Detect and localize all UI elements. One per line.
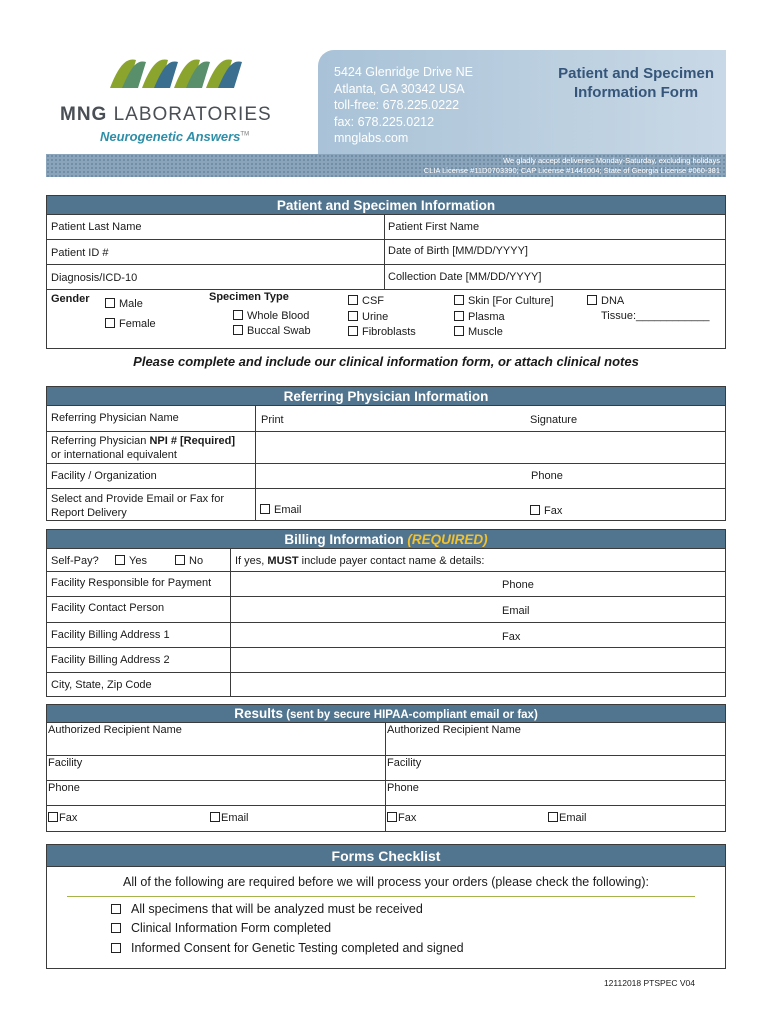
patient-first-name-field[interactable]: Patient First Name [384, 215, 725, 239]
lab-tagline: Neurogenetic Answers™ [100, 129, 250, 144]
header-contact-panel [318, 50, 726, 154]
patient-id-field[interactable]: Patient ID # [51, 247, 109, 259]
forms-checklist-heading: Forms Checklist [47, 845, 725, 867]
results-heading: Results (sent by secure HIPAA-compliant email or fax) [47, 705, 725, 723]
form-version-code: 12112018 PTSPEC V04 [603, 978, 695, 988]
checklist-divider [67, 896, 695, 897]
checklist-clinical-form-checkbox[interactable]: Clinical Information Form completed [111, 921, 331, 935]
billing-address-1-field[interactable]: Fax [230, 623, 725, 647]
patient-last-name-field[interactable]: Patient Last Name [51, 221, 142, 233]
recipient-2-facility-field[interactable]: Facility [385, 756, 725, 780]
recipient-1-email-checkbox[interactable]: Email [210, 812, 249, 824]
physician-name-field[interactable]: Print Signature [255, 406, 725, 431]
license-strip: We gladly accept deliveries Monday-Saturday, excluding holidays CLIA License #11D0703390; CAP License #1441004; State of Georgia License #060-381 [46, 154, 726, 177]
lab-logo [56, 52, 276, 152]
facility-contact-field[interactable]: Email [230, 597, 725, 622]
billing-address-2-field[interactable] [230, 648, 725, 672]
diagnosis-field[interactable]: Diagnosis/ICD-10 [51, 272, 138, 284]
gender-specimen-row [47, 290, 725, 348]
checklist-intro: All of the following are required before we will process your orders (please check the following): [123, 875, 649, 889]
referring-physician-section: Referring Physician Information Referring Physician Name Print Signature Referring Physician NPI # [Required] or international equivalent Facility / Organization Phone Select and Provide Email or Fax for Report Delivery Email Fax [46, 386, 726, 521]
forms-checklist-section [46, 844, 726, 969]
specimen-plasma-checkbox[interactable]: Plasma [454, 311, 505, 323]
specimen-type-label: Specimen Type [209, 291, 289, 303]
form-title: Patient and Specimen Information Form [558, 65, 714, 101]
gender-female-checkbox[interactable]: Female [105, 318, 156, 330]
report-email-checkbox[interactable]: Email [260, 504, 302, 516]
recipient-1-facility-field[interactable]: Facility [48, 757, 83, 769]
facility-organization-field[interactable]: Phone [255, 464, 725, 488]
payer-instructions: If yes, MUST include payer contact name & details: [235, 555, 485, 567]
recipient-2-fax-checkbox[interactable]: Fax [387, 812, 416, 824]
clinical-notes-notice: Please complete and include our clinical information form, or attach clinical notes [133, 354, 639, 369]
gender-male-checkbox[interactable]: Male [105, 298, 143, 310]
referring-physician-heading: Referring Physician Information [47, 387, 725, 406]
facility-responsible-field[interactable]: Phone [230, 572, 725, 596]
patient-specimen-heading: Patient and Specimen Information [47, 196, 725, 215]
specimen-fibroblasts-checkbox[interactable]: Fibroblasts [348, 326, 416, 338]
facility-organization-label: Facility / Organization [51, 470, 157, 482]
physician-name-label: Referring Physician Name [51, 412, 179, 424]
specimen-muscle-checkbox[interactable]: Muscle [454, 326, 503, 338]
specimen-skin-checkbox[interactable]: Skin [For Culture] [454, 295, 554, 307]
specimen-dna-checkbox[interactable]: DNA [587, 295, 624, 307]
billing-section: Billing Information (REQUIRED) Self-Pay? Yes No If yes, MUST include payer contact name & details: Facility Responsible for Payment Phone Facility Contact Person Email Facility Billing Address 1 Fax Facility Billing Address 2 City, State, Zip Code [46, 529, 726, 697]
collection-date-field[interactable]: Collection Date [MM/DD/YYYY] [384, 265, 725, 289]
billing-heading: Billing Information (REQUIRED) [47, 530, 725, 549]
report-fax-checkbox[interactable]: Fax [530, 505, 562, 517]
specimen-urine-checkbox[interactable]: Urine [348, 311, 388, 323]
patient-specimen-section [46, 195, 726, 349]
recipient-1-phone-field[interactable]: Phone [48, 782, 80, 794]
required-label: (REQUIRED) [407, 532, 488, 547]
billing-city-field[interactable] [230, 673, 725, 696]
dna-ribbon-icon [102, 54, 262, 94]
results-section [46, 704, 726, 832]
recipient-2-email-checkbox[interactable]: Email [548, 812, 587, 824]
checklist-specimens-checkbox[interactable]: All specimens that will be analyzed must be received [111, 902, 423, 916]
lab-address: 5424 Glenridge Drive NE Atlanta, GA 30342 USA toll-free: 678.225.0222 fax: 678.225.0212 mnglabs.com [334, 65, 473, 145]
self-pay-yes-checkbox[interactable]: Yes [115, 555, 147, 567]
recipient-1-fax-checkbox[interactable]: Fax [48, 812, 77, 824]
physician-npi-field[interactable] [255, 432, 725, 463]
recipient-1-name-field[interactable]: Authorized Recipient Name [48, 724, 182, 736]
specimen-buccal-swab-checkbox[interactable]: Buccal Swab [233, 325, 311, 337]
checklist-consent-checkbox[interactable]: Informed Consent for Genetic Testing completed and signed [111, 941, 464, 955]
recipient-2-name-field[interactable]: Authorized Recipient Name [385, 723, 725, 755]
specimen-whole-blood-checkbox[interactable]: Whole Blood [233, 310, 309, 322]
tissue-field[interactable]: Tissue:____________ [601, 310, 710, 322]
specimen-csf-checkbox[interactable]: CSF [348, 295, 384, 307]
lab-name: MNG LABORATORIES [60, 104, 272, 125]
recipient-2-phone-field[interactable]: Phone [385, 781, 725, 805]
physician-npi-label: Referring Physician NPI # [Required] [51, 435, 236, 447]
gender-label: Gender [51, 293, 90, 305]
date-of-birth-field[interactable]: Date of Birth [MM/DD/YYYY] [384, 240, 725, 264]
self-pay-no-checkbox[interactable]: No [175, 555, 203, 567]
